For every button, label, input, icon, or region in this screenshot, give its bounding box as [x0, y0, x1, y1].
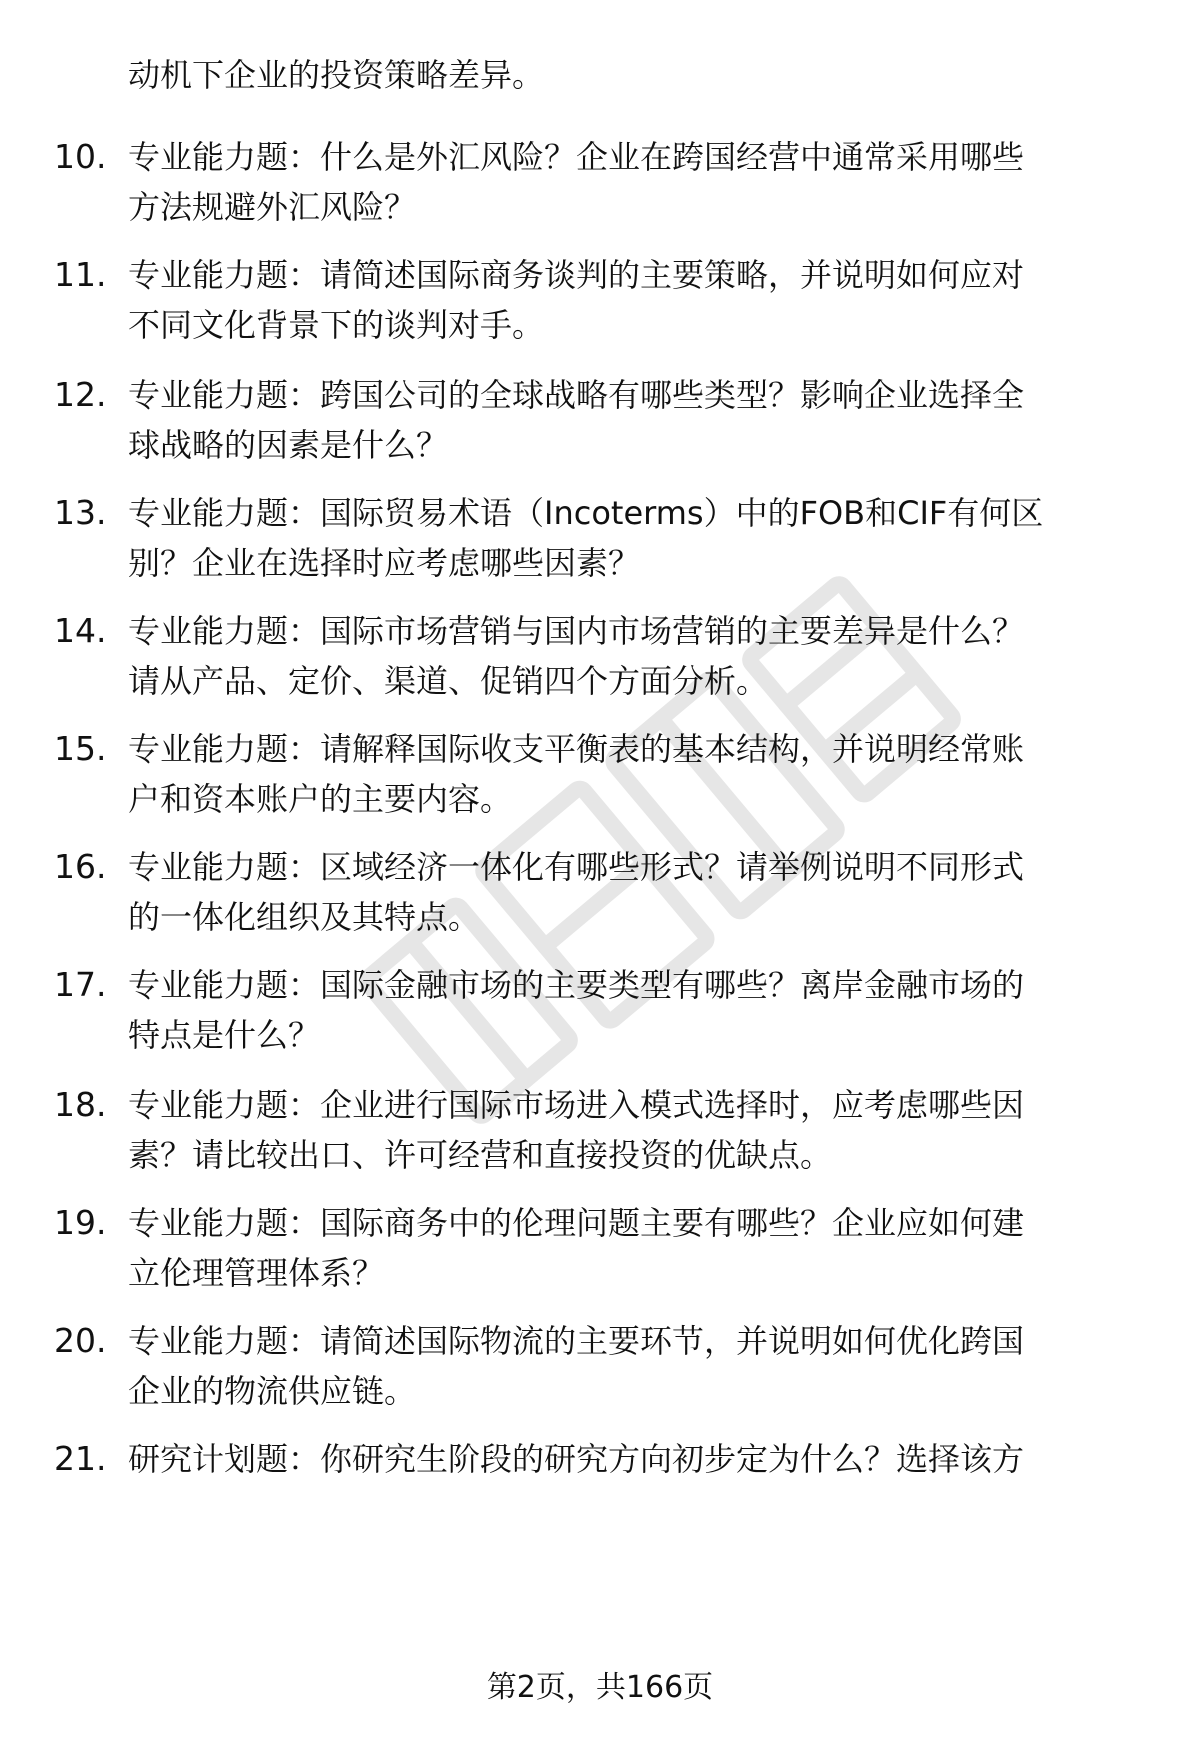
question-number: 15.	[54, 729, 107, 768]
question-item	[0, 370, 1200, 482]
question-item	[0, 1198, 1200, 1310]
question-item	[0, 1316, 1200, 1428]
question-number: 17.	[54, 965, 107, 1004]
question-text	[128, 250, 1158, 350]
question-line: 专业能力题：区域经济一体化有哪些形式？请举例说明不同形式	[128, 848, 1025, 886]
question-number: 12.	[54, 375, 107, 414]
question-text	[128, 488, 1158, 588]
question-item	[0, 960, 1200, 1072]
question-line: 专业能力题：什么是外汇风险？企业在跨国经营中通常采用哪些	[128, 138, 1025, 176]
question-text	[128, 842, 1158, 942]
question-line: 专业能力题：国际商务中的伦理问题主要有哪些？企业应如何建	[128, 1204, 1025, 1242]
question-line: 的一体化组织及其特点。	[128, 898, 481, 936]
question-number: 19.	[54, 1203, 107, 1242]
question-line: 别？企业在选择时应考虑哪些因素？	[128, 544, 641, 582]
question-text	[128, 1198, 1158, 1298]
question-line: 专业能力题：国际市场营销与国内市场营销的主要差异是什么？	[128, 612, 1025, 650]
question-number: 14.	[54, 611, 107, 650]
question-number: 13.	[54, 493, 107, 532]
question-text	[128, 606, 1158, 706]
question-line: 特点是什么？	[128, 1016, 321, 1054]
question-line: 研究计划题：你研究生阶段的研究方向初步定为什么？选择该方	[128, 1440, 1025, 1478]
question-text	[128, 960, 1158, 1060]
question-item	[0, 724, 1200, 836]
continued-question-line: 动机下企业的投资策略差异。	[128, 56, 545, 94]
question-text	[128, 1434, 1158, 1534]
page-number-footer: 第2页，共166页	[486, 1670, 714, 1705]
question-line: 不同文化背景下的谈判对手。	[128, 306, 545, 344]
question-item	[0, 250, 1200, 362]
question-number: 16.	[54, 847, 107, 886]
question-number: 18.	[54, 1085, 107, 1124]
question-item	[0, 1434, 1200, 1546]
question-text	[128, 370, 1158, 470]
question-line: 户和资本账户的主要内容。	[128, 780, 513, 818]
question-line: 专业能力题：请简述国际物流的主要环节，并说明如何优化跨国	[128, 1322, 1025, 1360]
question-item	[0, 842, 1200, 954]
question-number: 11.	[54, 255, 107, 294]
question-line: 企业的物流供应链。	[128, 1372, 417, 1410]
question-line: 专业能力题：国际金融市场的主要类型有哪些？离岸金融市场的	[128, 966, 1025, 1004]
question-number: 10.	[54, 137, 107, 176]
question-line: 立伦理管理体系？	[128, 1254, 385, 1292]
question-item	[0, 1080, 1200, 1192]
question-line: 专业能力题：企业进行国际市场进入模式选择时，应考虑哪些因	[128, 1086, 1025, 1124]
question-item	[0, 606, 1200, 718]
question-text	[128, 1080, 1158, 1180]
question-line: 请从产品、定价、渠道、促销四个方面分析。	[128, 662, 769, 700]
question-text	[128, 724, 1158, 824]
question-number: 21.	[54, 1439, 107, 1478]
question-line: 专业能力题：国际贸易术语（Incoterms）中的FOB和CIF有何区	[128, 494, 1044, 532]
question-number: 20.	[54, 1321, 107, 1360]
question-line: 专业能力题：跨国公司的全球战略有哪些类型？影响企业选择全	[128, 376, 1025, 414]
question-line: 专业能力题：请简述国际商务谈判的主要策略，并说明如何应对	[128, 256, 1025, 294]
question-line: 专业能力题：请解释国际收支平衡表的基本结构，并说明经常账	[128, 730, 1025, 768]
question-text	[128, 1316, 1158, 1416]
question-text	[128, 132, 1158, 232]
question-line: 素？请比较出口、许可经营和直接投资的优缺点。	[128, 1136, 833, 1174]
question-item	[0, 488, 1200, 600]
question-line: 方法规避外汇风险？	[128, 188, 417, 226]
question-line	[128, 1484, 1158, 1534]
question-item	[0, 132, 1200, 244]
question-line: 球战略的因素是什么？	[128, 426, 449, 464]
